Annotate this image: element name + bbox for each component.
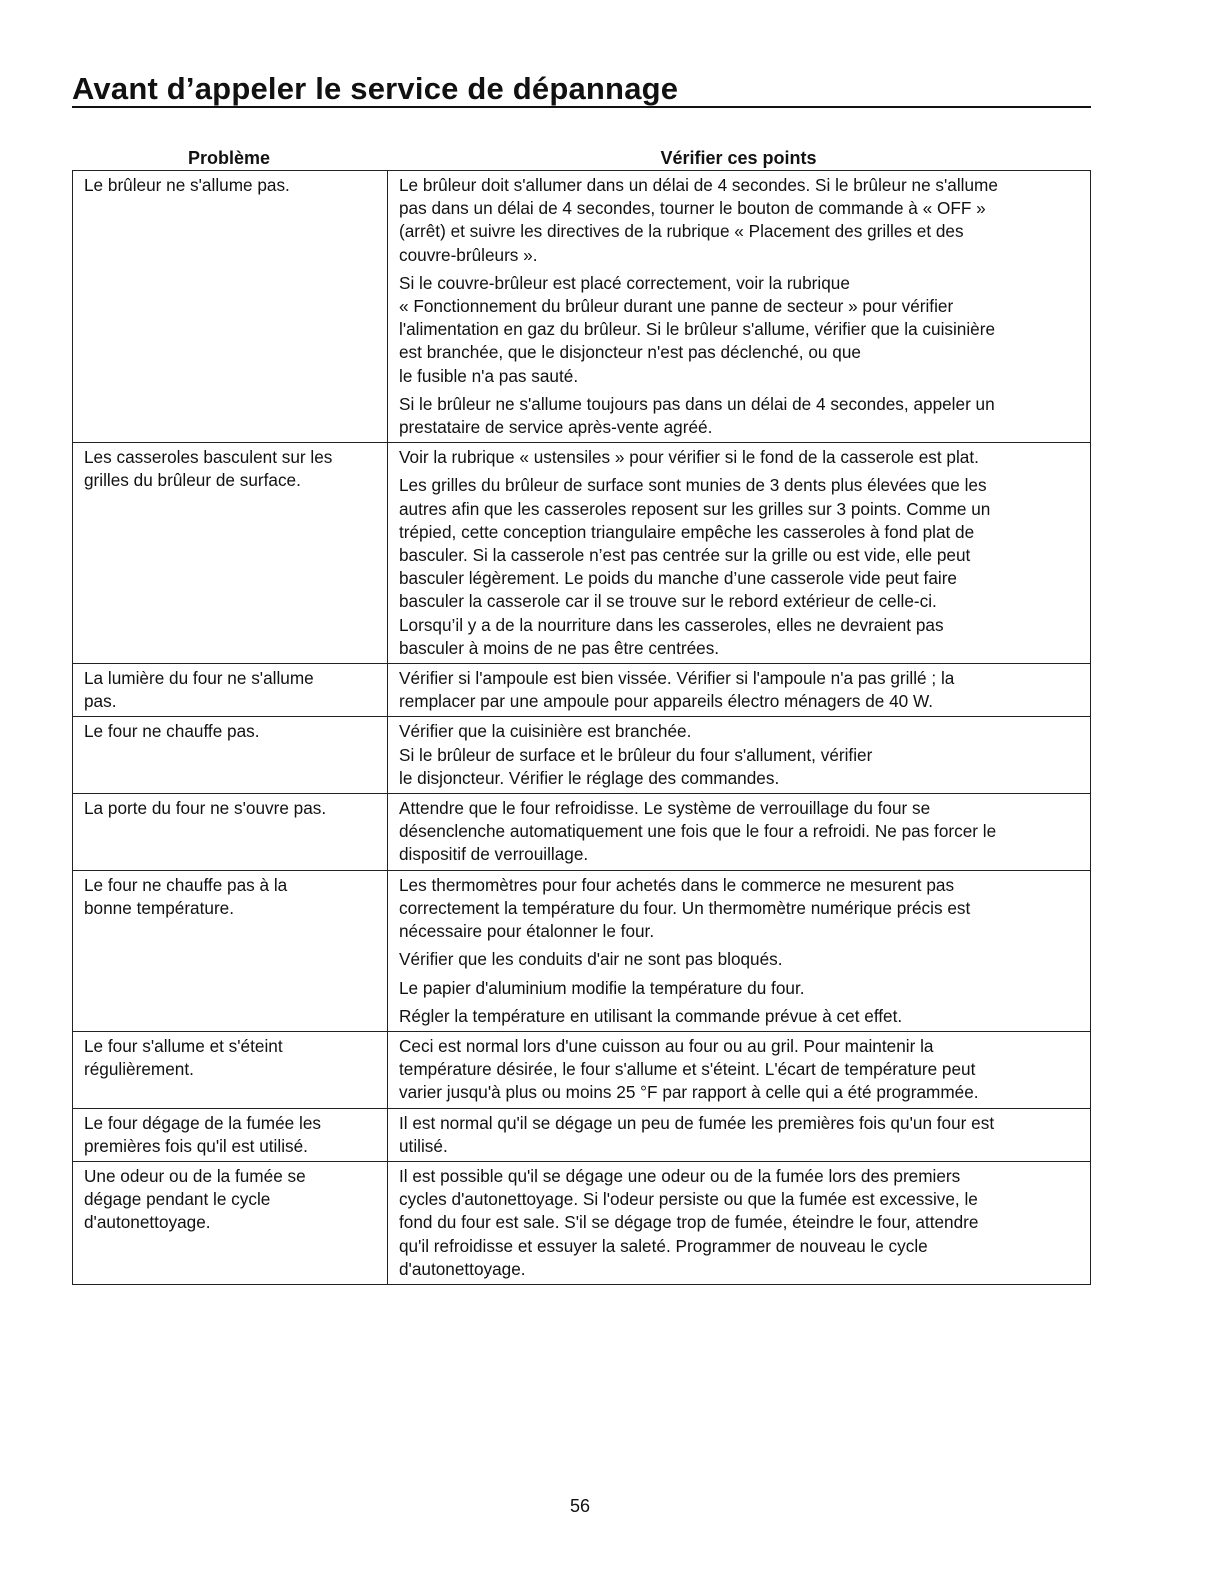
solution-text-line: Voir la rubrique « ustensiles » pour vérifier si le fond de la casserole est plat. bbox=[399, 447, 979, 468]
problem-text-line: dégage pendant le cycle bbox=[84, 1189, 271, 1210]
problem-text-line: Les casseroles basculent sur les bbox=[84, 447, 333, 468]
solution-text-line: Lorsqu’il y a de la nourriture dans les casseroles, elles ne devraient pas bbox=[399, 614, 944, 635]
table-row bbox=[73, 794, 1091, 871]
solution-text-line: Les thermomètres pour four achetés dans le commerce ne mesurent pas bbox=[399, 874, 955, 895]
solution-paragraph bbox=[399, 1005, 1088, 1028]
problem-text-line: bonne température. bbox=[84, 897, 235, 918]
table-row bbox=[73, 870, 1091, 1031]
page-title: Avant d’appeler le service de dépannage bbox=[72, 71, 679, 106]
solution-paragraph bbox=[399, 1035, 1088, 1105]
solution-text-line: Si le brûleur de surface et le brûleur du four s'allument, vérifier bbox=[399, 744, 873, 765]
solution-text-line: désenclenche automatiquement une fois que le four a refroidi. Ne pas forcer le bbox=[399, 821, 997, 842]
solution-paragraph bbox=[399, 667, 1088, 713]
solution-text-line: nécessaire pour étalonner le four. bbox=[399, 921, 655, 942]
solution-text-line: l'alimentation en gaz du brûleur. Si le brûleur s'allume, vérifier que la cuisinière bbox=[399, 319, 996, 340]
page-number: 56 bbox=[569, 1496, 591, 1516]
solution-text-line: Ceci est normal lors d'une cuisson au four ou au gril. Pour maintenir la bbox=[399, 1035, 934, 1056]
solution-paragraph bbox=[399, 874, 1088, 944]
problem-cell bbox=[73, 717, 388, 794]
solution-paragraph bbox=[399, 272, 1088, 388]
problem-cell bbox=[73, 794, 388, 871]
solution-text-line: utilisé. bbox=[399, 1135, 448, 1156]
solution-paragraph bbox=[399, 174, 1088, 267]
solution-text-line: remplacer par une ampoule pour appareils électro ménagers de 40 W. bbox=[399, 691, 934, 712]
problem-text-line: pas. bbox=[84, 691, 117, 712]
table-row bbox=[73, 664, 1091, 717]
problem-text-line: Une odeur ou de la fumée se bbox=[84, 1165, 306, 1186]
solution-paragraph bbox=[399, 977, 1088, 1000]
solution-text-line: basculer à moins de ne pas être centrées. bbox=[399, 637, 720, 658]
solution-text-line: Attendre que le four refroidisse. Le système de verrouillage du four se bbox=[399, 798, 931, 819]
check-cell bbox=[388, 794, 1091, 871]
solution-text-line: basculer la casserole car il se trouve sur le rebord extérieur de celle-ci. bbox=[399, 591, 937, 612]
solution-text-line: cycles d'autonettoyage. Si l'odeur persiste ou que la fumée est excessive, le bbox=[399, 1189, 978, 1210]
solution-text-line: (arrêt) et suivre les directives de la rubrique « Placement des grilles et des bbox=[399, 221, 964, 242]
solution-text-line: Régler la température en utilisant la commande prévue à cet effet. bbox=[399, 1005, 903, 1026]
solution-text-line: fond du four est sale. S'il se dégage trop de fumée, éteindre le four, attendre bbox=[399, 1212, 979, 1233]
check-cell bbox=[388, 664, 1091, 717]
solution-text-line: température désirée, le four s'allume et s'éteint. L'écart de température peut bbox=[399, 1059, 976, 1080]
solution-paragraph bbox=[399, 1165, 1088, 1281]
solution-paragraph bbox=[399, 446, 1088, 469]
solution-text-line: Le papier d'aluminium modifie la température du four. bbox=[399, 977, 805, 998]
problem-cell bbox=[73, 664, 388, 717]
solution-text-line: le fusible n'a pas sauté. bbox=[399, 365, 579, 386]
problem-text-line: d'autonettoyage. bbox=[84, 1212, 211, 1233]
solution-text-line: Il est normal qu'il se dégage un peu de fumée les premières fois qu'un four est bbox=[399, 1112, 995, 1133]
solution-text-line: Le brûleur doit s'allumer dans un délai de 4 secondes. Si le brûleur ne s'allume bbox=[399, 175, 998, 195]
table-row bbox=[73, 443, 1091, 664]
solution-text-line: Si le brûleur ne s'allume toujours pas dans un délai de 4 secondes, appeler un bbox=[399, 393, 995, 414]
problem-text-line: premières fois qu'il est utilisé. bbox=[84, 1135, 308, 1156]
solution-text-line: trépied, cette conception triangulaire empêche les casseroles à fond plat de bbox=[399, 521, 975, 542]
solution-text-line: qu'il refroidisse et essuyer la saleté. Programmer de nouveau le cycle bbox=[399, 1235, 928, 1256]
check-cell bbox=[388, 717, 1091, 794]
problem-text-line: Le four s'allume et s'éteint bbox=[84, 1035, 283, 1056]
solution-text-line: Vérifier que la cuisinière est branchée. bbox=[399, 721, 692, 742]
check-cell bbox=[388, 171, 1091, 443]
problem-text-line: La porte du four ne s'ouvre pas. bbox=[84, 798, 327, 819]
table-row bbox=[73, 171, 1091, 443]
check-cell bbox=[388, 1108, 1091, 1161]
solution-text-line: Les grilles du brûleur de surface sont munies de 3 dents plus élevées que les bbox=[399, 475, 987, 496]
solution-paragraph bbox=[399, 797, 1088, 867]
problem-text-line: Le four ne chauffe pas. bbox=[84, 721, 260, 742]
problem-cell bbox=[73, 870, 388, 1031]
solution-text-line: correctement la température du four. Un thermomètre numérique précis est bbox=[399, 897, 971, 918]
table-row bbox=[73, 1161, 1091, 1284]
table-row bbox=[73, 1108, 1091, 1161]
solution-text-line: basculer. Si la casserole n’est pas centrée sur la grille ou est vide, elle peut bbox=[399, 545, 971, 566]
solution-paragraph bbox=[399, 948, 1088, 971]
check-cell bbox=[388, 1161, 1091, 1284]
solution-text-line: le disjoncteur. Vérifier le réglage des commandes. bbox=[399, 767, 780, 788]
title-underline bbox=[72, 106, 1091, 108]
solution-paragraph bbox=[399, 1112, 1088, 1158]
solution-text-line: prestataire de service après-vente agréé. bbox=[399, 417, 713, 438]
solution-text-line: dispositif de verrouillage. bbox=[399, 844, 589, 865]
problem-text-line: Le four dégage de la fumée les bbox=[84, 1112, 321, 1133]
column-header-check: Vérifier ces points bbox=[660, 148, 817, 168]
problem-text-line: grilles du brûleur de surface. bbox=[84, 470, 301, 491]
solution-text-line: Il est possible qu'il se dégage une odeur ou de la fumée lors des premiers bbox=[399, 1165, 961, 1186]
solution-paragraph bbox=[399, 393, 1088, 439]
check-cell bbox=[388, 1031, 1091, 1108]
solution-text-line: Vérifier si l'ampoule est bien vissée. Vérifier si l'ampoule n'a pas grillé ; la bbox=[399, 668, 955, 689]
problem-cell bbox=[73, 443, 388, 664]
troubleshooting-table-body bbox=[73, 171, 1091, 1285]
solution-text-line: est branchée, que le disjoncteur n'est pas déclenché, ou que bbox=[399, 342, 861, 363]
solution-text-line: pas dans un délai de 4 secondes, tourner le bouton de commande à « OFF » bbox=[399, 198, 986, 219]
check-cell bbox=[388, 870, 1091, 1031]
solution-text-line: « Fonctionnement du brûleur durant une panne de secteur » pour vérifier bbox=[399, 296, 954, 317]
solution-text-line: Si le couvre-brûleur est placé correctement, voir la rubrique bbox=[399, 272, 850, 293]
problem-cell bbox=[73, 1161, 388, 1284]
solution-text-line: varier jusqu'à plus ou moins 25 °F par rapport à celle qui a été programmée. bbox=[399, 1082, 979, 1103]
problem-text-line: régulièrement. bbox=[84, 1059, 194, 1080]
solution-text-line: couvre-brûleurs ». bbox=[399, 244, 538, 265]
problem-cell bbox=[73, 1031, 388, 1108]
check-cell bbox=[388, 443, 1091, 664]
solution-paragraph bbox=[399, 474, 1088, 660]
solution-text-line: d'autonettoyage. bbox=[399, 1258, 526, 1279]
solution-text-line: Vérifier que les conduits d'air ne sont pas bloqués. bbox=[399, 949, 783, 970]
table-row bbox=[73, 717, 1091, 794]
problem-text-line: Le brûleur ne s'allume pas. bbox=[84, 175, 290, 195]
table-row bbox=[73, 1031, 1091, 1108]
problem-cell bbox=[73, 171, 388, 443]
solution-text-line: basculer légèrement. Le poids du manche d’une casserole vide peut faire bbox=[399, 568, 957, 589]
column-header-problem: Problème bbox=[187, 148, 271, 168]
problem-text-line: La lumière du four ne s'allume bbox=[84, 668, 314, 689]
solution-text-line: autres afin que les casseroles reposent sur les grilles sur 3 points. Comme un bbox=[399, 498, 991, 519]
troubleshooting-table bbox=[72, 170, 1091, 1285]
solution-paragraph bbox=[399, 720, 1088, 790]
problem-cell bbox=[73, 1108, 388, 1161]
problem-text-line: Le four ne chauffe pas à la bbox=[84, 874, 288, 895]
